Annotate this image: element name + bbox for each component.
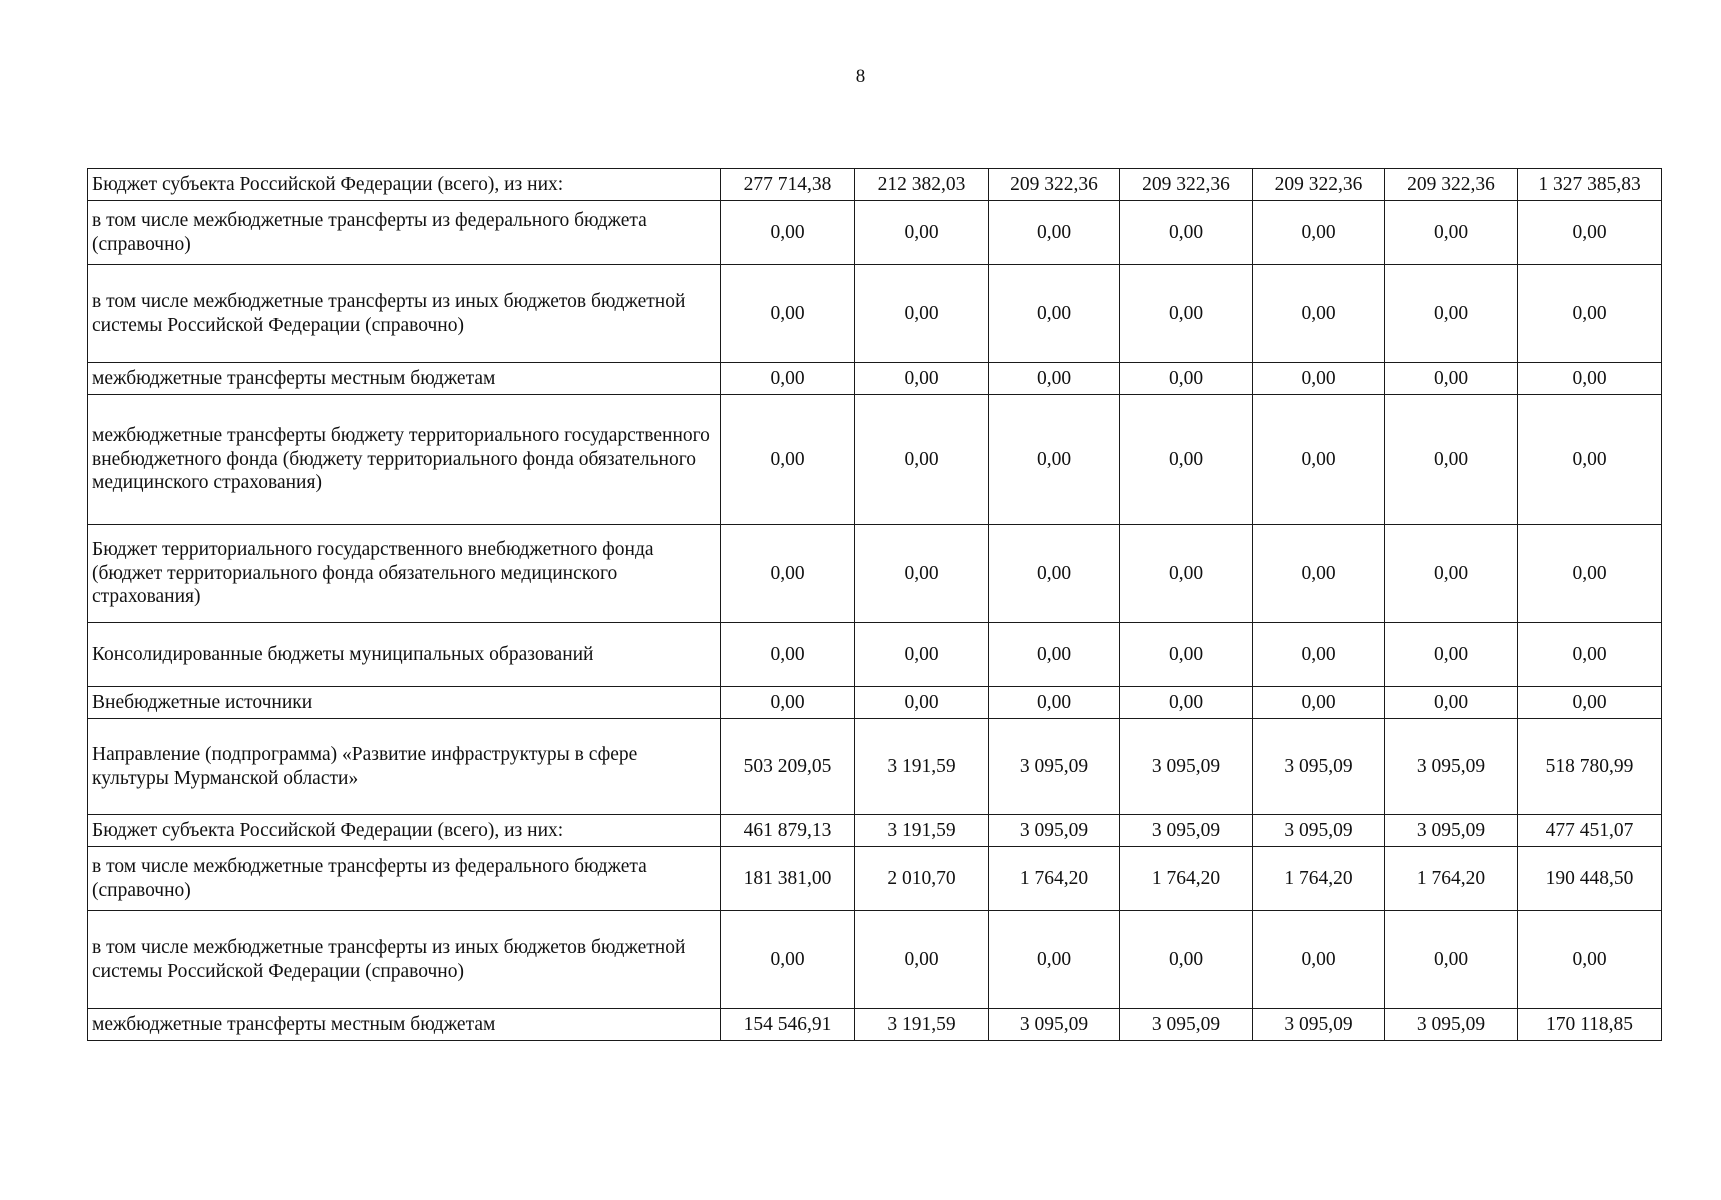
- total-cell: 518 780,99: [1518, 719, 1662, 815]
- total-cell: 477 451,07: [1518, 815, 1662, 847]
- value-cell: 209 322,36: [1253, 169, 1385, 201]
- row-label: Бюджет субъекта Российской Федерации (всего), из них:: [88, 169, 721, 201]
- total-cell: 0,00: [1518, 525, 1662, 623]
- row-label: межбюджетные трансферты местным бюджетам: [88, 363, 721, 395]
- value-cell: 461 879,13: [721, 815, 855, 847]
- total-cell: 0,00: [1518, 911, 1662, 1009]
- table-row: [88, 363, 1662, 395]
- value-cell: 3 095,09: [1253, 1009, 1385, 1041]
- row-label: межбюджетные трансферты бюджету территориального государственного внебюджетного фонда (бюджету территориального фонда обязательного медицинского страхования): [88, 395, 721, 525]
- value-cell: 0,00: [989, 687, 1120, 719]
- value-cell: 3 095,09: [1385, 719, 1518, 815]
- table-row: [88, 815, 1662, 847]
- value-cell: 0,00: [989, 363, 1120, 395]
- value-cell: 0,00: [721, 201, 855, 265]
- total-cell: 170 118,85: [1518, 1009, 1662, 1041]
- value-cell: 1 764,20: [1385, 847, 1518, 911]
- row-label: Бюджет территориального государственного внебюджетного фонда (бюджет территориального фонда обязательного медицинского страхования): [88, 525, 721, 623]
- table-row: [88, 623, 1662, 687]
- value-cell: 0,00: [989, 911, 1120, 1009]
- value-cell: 0,00: [855, 623, 989, 687]
- value-cell: 209 322,36: [1385, 169, 1518, 201]
- value-cell: 3 191,59: [855, 719, 989, 815]
- value-cell: 3 095,09: [1253, 719, 1385, 815]
- value-cell: 3 095,09: [989, 719, 1120, 815]
- value-cell: 1 764,20: [1120, 847, 1253, 911]
- value-cell: 0,00: [1253, 363, 1385, 395]
- table-row: [88, 911, 1662, 1009]
- value-cell: 0,00: [989, 201, 1120, 265]
- page-number: 8: [855, 66, 866, 87]
- row-label: в том числе межбюджетные трансферты из иных бюджетов бюджетной системы Российской Федерации (справочно): [88, 911, 721, 1009]
- value-cell: 0,00: [1120, 395, 1253, 525]
- value-cell: 3 095,09: [1385, 815, 1518, 847]
- value-cell: 3 095,09: [989, 815, 1120, 847]
- value-cell: 0,00: [721, 687, 855, 719]
- value-cell: 0,00: [989, 525, 1120, 623]
- total-cell: 0,00: [1518, 687, 1662, 719]
- value-cell: 3 095,09: [1385, 1009, 1518, 1041]
- value-cell: 0,00: [721, 395, 855, 525]
- value-cell: 0,00: [1253, 201, 1385, 265]
- value-cell: 503 209,05: [721, 719, 855, 815]
- total-cell: 1 327 385,83: [1518, 169, 1662, 201]
- value-cell: 2 010,70: [855, 847, 989, 911]
- value-cell: 0,00: [855, 363, 989, 395]
- value-cell: 3 191,59: [855, 815, 989, 847]
- value-cell: 1 764,20: [1253, 847, 1385, 911]
- table-row: [88, 687, 1662, 719]
- value-cell: 0,00: [989, 395, 1120, 525]
- value-cell: 0,00: [855, 687, 989, 719]
- value-cell: 0,00: [1253, 525, 1385, 623]
- value-cell: 3 095,09: [1120, 815, 1253, 847]
- value-cell: 0,00: [989, 265, 1120, 363]
- value-cell: 209 322,36: [989, 169, 1120, 201]
- table-row: [88, 1009, 1662, 1041]
- value-cell: 0,00: [1253, 265, 1385, 363]
- value-cell: 0,00: [1120, 363, 1253, 395]
- value-cell: 0,00: [855, 525, 989, 623]
- value-cell: 154 546,91: [721, 1009, 855, 1041]
- total-cell: 0,00: [1518, 363, 1662, 395]
- value-cell: 0,00: [1385, 395, 1518, 525]
- table-row: [88, 265, 1662, 363]
- value-cell: 0,00: [855, 911, 989, 1009]
- row-label: межбюджетные трансферты местным бюджетам: [88, 1009, 721, 1041]
- value-cell: 0,00: [1385, 623, 1518, 687]
- row-label: Направление (подпрограмма) «Развитие инфраструктуры в сфере культуры Мурманской области»: [88, 719, 721, 815]
- value-cell: 3 095,09: [1120, 719, 1253, 815]
- value-cell: 277 714,38: [721, 169, 855, 201]
- value-cell: 0,00: [1385, 201, 1518, 265]
- value-cell: 0,00: [1385, 363, 1518, 395]
- value-cell: 0,00: [1253, 911, 1385, 1009]
- value-cell: 3 095,09: [1120, 1009, 1253, 1041]
- value-cell: 0,00: [1385, 525, 1518, 623]
- total-cell: 190 448,50: [1518, 847, 1662, 911]
- table-row: [88, 719, 1662, 815]
- value-cell: 0,00: [721, 623, 855, 687]
- value-cell: 0,00: [1120, 687, 1253, 719]
- row-label: в том числе межбюджетные трансферты из иных бюджетов бюджетной системы Российской Федерации (справочно): [88, 265, 721, 363]
- value-cell: 0,00: [721, 265, 855, 363]
- value-cell: 0,00: [721, 525, 855, 623]
- value-cell: 212 382,03: [855, 169, 989, 201]
- value-cell: 0,00: [989, 623, 1120, 687]
- budget-table: [87, 168, 1662, 1041]
- value-cell: 0,00: [855, 265, 989, 363]
- value-cell: 1 764,20: [989, 847, 1120, 911]
- value-cell: 0,00: [1385, 911, 1518, 1009]
- value-cell: 0,00: [1120, 623, 1253, 687]
- table-row: [88, 395, 1662, 525]
- value-cell: 0,00: [1385, 265, 1518, 363]
- table-row: [88, 847, 1662, 911]
- value-cell: 0,00: [1120, 911, 1253, 1009]
- row-label: Консолидированные бюджеты муниципальных образований: [88, 623, 721, 687]
- row-label: в том числе межбюджетные трансферты из федерального бюджета (справочно): [88, 847, 721, 911]
- value-cell: 0,00: [1120, 201, 1253, 265]
- value-cell: 0,00: [855, 395, 989, 525]
- row-label: Внебюджетные источники: [88, 687, 721, 719]
- table-row: [88, 201, 1662, 265]
- row-label: Бюджет субъекта Российской Федерации (всего), из них:: [88, 815, 721, 847]
- value-cell: 0,00: [855, 201, 989, 265]
- total-cell: 0,00: [1518, 265, 1662, 363]
- value-cell: 3 191,59: [855, 1009, 989, 1041]
- value-cell: 0,00: [721, 363, 855, 395]
- total-cell: 0,00: [1518, 623, 1662, 687]
- value-cell: 0,00: [721, 911, 855, 1009]
- value-cell: 209 322,36: [1120, 169, 1253, 201]
- total-cell: 0,00: [1518, 201, 1662, 265]
- total-cell: 0,00: [1518, 395, 1662, 525]
- value-cell: 0,00: [1385, 687, 1518, 719]
- value-cell: 0,00: [1120, 265, 1253, 363]
- table-row: [88, 169, 1662, 201]
- value-cell: 0,00: [1253, 687, 1385, 719]
- value-cell: 181 381,00: [721, 847, 855, 911]
- value-cell: 0,00: [1253, 623, 1385, 687]
- table-row: [88, 525, 1662, 623]
- value-cell: 0,00: [1253, 395, 1385, 525]
- value-cell: 0,00: [1120, 525, 1253, 623]
- value-cell: 3 095,09: [1253, 815, 1385, 847]
- value-cell: 3 095,09: [989, 1009, 1120, 1041]
- row-label: в том числе межбюджетные трансферты из федерального бюджета (справочно): [88, 201, 721, 265]
